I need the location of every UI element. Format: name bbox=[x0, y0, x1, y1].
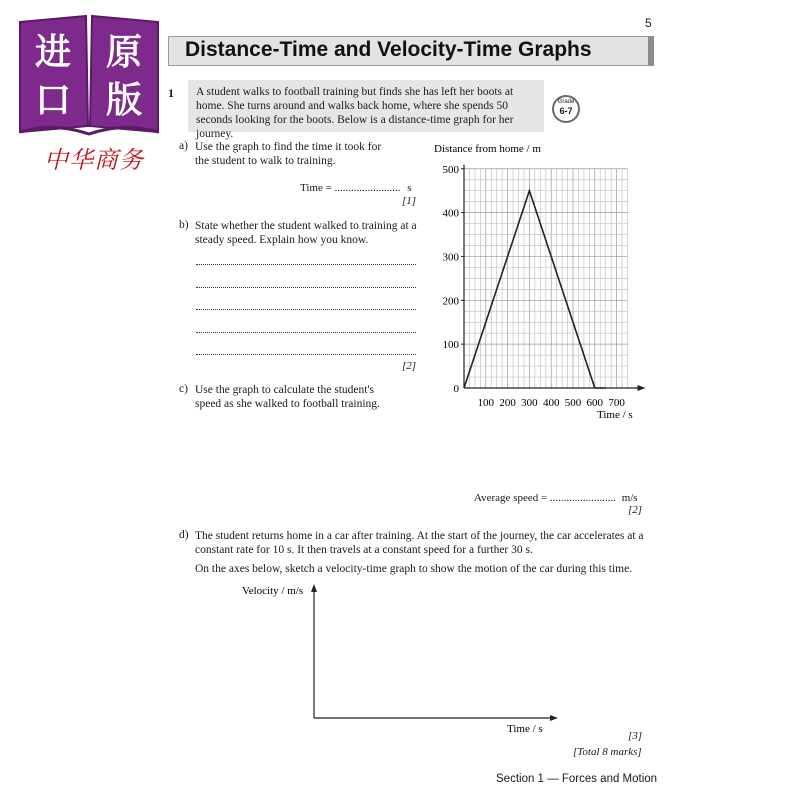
part-b-letter: b) bbox=[179, 219, 189, 231]
dt-x-tick-label: 200 bbox=[499, 397, 516, 409]
dt-x-tick-label: 100 bbox=[477, 397, 495, 409]
vt-y-arrow-icon bbox=[311, 584, 317, 592]
logo-text-left: 进 bbox=[34, 32, 72, 72]
answer-line[interactable] bbox=[196, 354, 416, 355]
dt-x-tick-label: 600 bbox=[586, 397, 604, 409]
vt-x-axis-label: Time / s bbox=[507, 723, 543, 735]
page-title: Distance-Time and Velocity-Time Graphs bbox=[185, 38, 592, 61]
vt-x-arrow-icon bbox=[550, 715, 558, 721]
part-c-marks: [2] bbox=[628, 504, 643, 516]
dt-origin-label: 0 bbox=[453, 383, 459, 395]
part-d-letter: d) bbox=[179, 529, 189, 541]
question-intro: A student walks to football training but finds she has left her boots at home. She turns around and walks back home, where she spends 50 seconds looking for the boots. Below is a distance-time graph for her journey. bbox=[196, 86, 514, 140]
part-a-text: Use the graph to find the time it took for the student to walk to training. bbox=[195, 141, 382, 167]
logo-text-left-2: 口 bbox=[34, 80, 72, 120]
part-d-marks: [3] bbox=[628, 730, 643, 742]
dt-y-tick-label: 300 bbox=[442, 251, 459, 264]
answer-line[interactable] bbox=[196, 287, 416, 288]
dt-x-axis-label: Time / s bbox=[597, 409, 633, 421]
vt-y-axis-label: Velocity / m/s bbox=[242, 585, 304, 597]
part-b-marks: [2] bbox=[402, 360, 417, 372]
part-a-answer-field[interactable] bbox=[300, 182, 412, 194]
page-number: 5 bbox=[645, 16, 652, 30]
part-c-answer-prefix: Average speed = ........................ bbox=[474, 492, 616, 504]
footer-section: Section 1 — Forces and Motion bbox=[496, 773, 658, 785]
part-a-answer-prefix: Time = ........................ bbox=[300, 182, 401, 194]
logo-text-right-2: 版 bbox=[105, 80, 143, 120]
grade-value: 6-7 bbox=[559, 106, 573, 116]
answer-line[interactable] bbox=[196, 309, 416, 310]
page-title-bar bbox=[168, 36, 654, 66]
part-c-answer-unit: m/s bbox=[621, 492, 638, 504]
answer-line[interactable] bbox=[196, 264, 416, 265]
part-c-letter: c) bbox=[179, 383, 188, 395]
total-marks: [Total 8 marks] bbox=[573, 746, 642, 758]
distance-time-chart bbox=[420, 136, 660, 426]
part-a-marks: [1] bbox=[402, 195, 417, 207]
dt-grid bbox=[464, 169, 628, 388]
dt-x-arrow-icon bbox=[638, 385, 646, 391]
logo-book-icon bbox=[18, 14, 160, 136]
dt-x-tick-label: 300 bbox=[521, 397, 538, 409]
part-d-instruction: On the axes below, sketch a velocity-time graph to show the motion of the car during this time. bbox=[195, 563, 633, 575]
dt-x-tick-label: 500 bbox=[564, 397, 582, 409]
grade-label: Grade bbox=[557, 99, 575, 105]
logo-text-right: 原 bbox=[105, 32, 143, 72]
dt-y-tick-label: 100 bbox=[442, 339, 459, 352]
answer-line[interactable] bbox=[196, 332, 416, 333]
part-b-text: State whether the student walked to training at a steady speed. Explain how you know. bbox=[195, 220, 417, 246]
dt-y-tick-label: 500 bbox=[442, 163, 459, 176]
question-intro-box bbox=[188, 80, 544, 140]
part-a-answer-unit: s bbox=[407, 182, 412, 194]
part-d-text: The student returns home in a car after training. At the start of the journey, the car accelerates at a constant rate for 10 s. It then travels at a constant speed for a further 30 s. bbox=[195, 530, 644, 556]
part-a-letter: a) bbox=[179, 140, 188, 152]
question-number: 1 bbox=[168, 86, 174, 100]
dt-y-tick-label: 400 bbox=[442, 207, 459, 220]
velocity-time-axes[interactable] bbox=[236, 580, 566, 740]
dt-y-axis-label: Distance from home / m bbox=[434, 143, 541, 155]
dt-x-tick-label: 700 bbox=[608, 397, 625, 409]
part-c-text: Use the graph to calculate the student's speed as she walked to football training. bbox=[195, 384, 380, 410]
dt-x-tick-label: 400 bbox=[542, 397, 560, 409]
publisher-logo bbox=[18, 14, 160, 136]
dt-y-tick-label: 200 bbox=[442, 295, 459, 308]
grade-badge bbox=[552, 95, 580, 123]
part-c-answer-field[interactable] bbox=[474, 492, 638, 504]
logo-brand-text: 中华商务 bbox=[44, 146, 144, 174]
